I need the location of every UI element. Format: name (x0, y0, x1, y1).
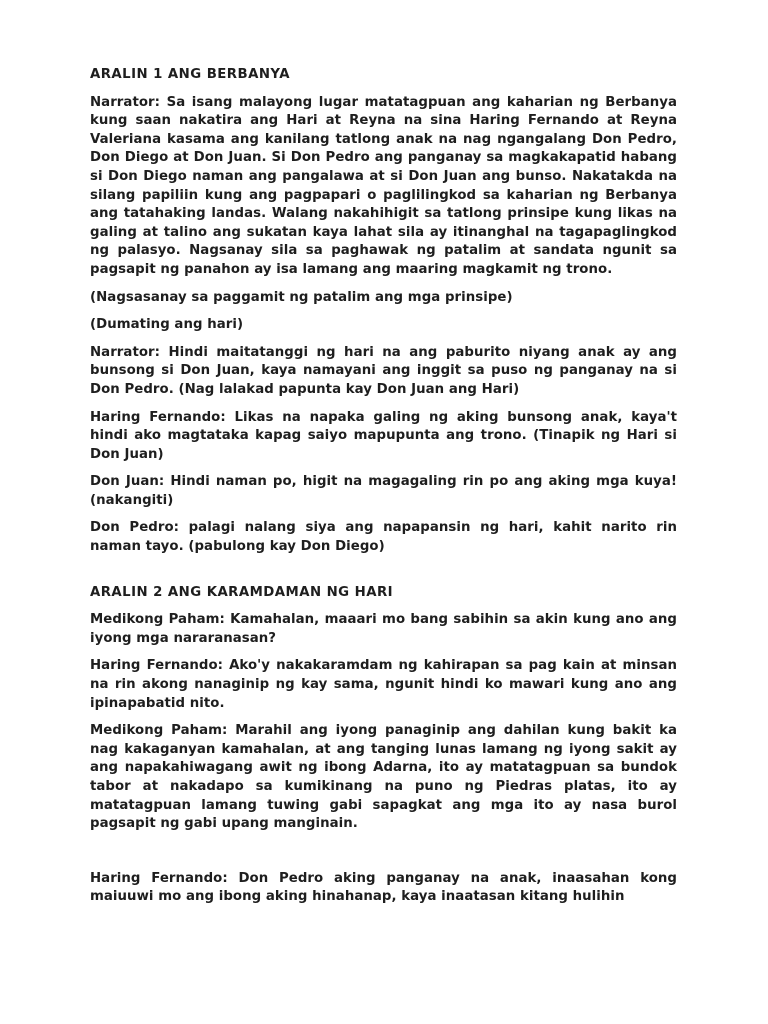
section-heading-aralin-1: ARALIN 1 ANG BERBANYA (90, 67, 290, 82)
paragraph-stage-direction-king-arrives: (Dumating ang hari) (90, 317, 244, 333)
paragraph-haring-fernando-2: Haring Fernando: Ako'y nakakaramdam ng kahirapan sa pag kain at minsan na rin akong nanaginip ng kay sama, ngunit hindi ko mawari kung ano ang ipinapabatid nito. (90, 658, 677, 711)
paragraph-stage-direction-training: (Nagsasanay sa paggamit ng patalim ang mga prinsipe) (90, 289, 513, 305)
paragraph-narrator-favorite: Narrator: Hindi maitatanggi ng hari na ang paburito niyang anak ay ang bunsong si Don Juan, kaya namayani ang inggit sa puso ng panganay na si Don Pedro. (Nag lalakad papunta kay Don Juan ang Hari) (90, 344, 677, 397)
document-page (90, 66, 677, 916)
paragraph-medikong-paham-1: Medikong Paham: Kamahalan, maaari mo bang sabihin sa akin kung ano ang iyong mga nararanasan? (90, 612, 677, 646)
paragraph-haring-fernando-1: Haring Fernando: Likas na napaka galing ng aking bunsong anak, kaya't hindi ako magtataka kapag saiyo mapupunta ang trono. (Tinapik ng Hari si Don Juan) (90, 409, 677, 462)
section-heading-aralin-2: ARALIN 2 ANG KARAMDAMAN NG HARI (90, 584, 394, 600)
paragraph-don-pedro: Don Pedro: palagi nalang siya ang napapansin ng hari, kahit narito rin naman tayo. (pabulong kay Don Diego) (90, 520, 677, 555)
paragraph-don-juan: Don Juan: Hindi naman po, higit na magagaling rin po ang aking mga kuya! (nakangiti) (90, 474, 677, 508)
paragraph-haring-fernando-3: Haring Fernando: Don Pedro aking panganay na anak, inaasahan kong maiuuwi mo ang ibong aking hinahanap, kaya inaatasan kitang hulihin (90, 870, 677, 905)
paragraph-medikong-paham-2: Medikong Paham: Marahil ang iyong panaginip ang dahilan kung bakit ka nag kakaganyan kamahalan, at ang tanging lunas lamang ng iyong sakit ay ang napakahiwagang awit ng ibong Adarna, ito ay matatagpuan sa bundok tabor at nakadapo sa kumikinang na puno ng Piedras platas, ito ay matatagpuan lamang tuwing gabi sapagkat ang mga ito ay nasa burol pagsapit ng gabi upang manginain. (90, 723, 677, 832)
paragraph-narrator-intro: Narrator: Sa isang malayong lugar matatagpuan ang kaharian ng Berbanya kung saan nakatira ang Hari at Reyna na sina Haring Fernando at Reyna Valeriana kasama ang kanilang tatlong anak na nag ngangalang Don Pedro, Don Diego at Don Juan. Si Don Pedro ang panganay sa magkakapatid habang si Don Diego naman ang pangalawa at si Don Juan ang bunso. Nakatakda na silang papiliin kung ang pagpapari o paglilingkod sa kaharian ng Berbanya ang tatahaking landas. Walang nakahihigit sa tatlong prinsipe kung likas na galing at talino ang sukatan kaya lahat sila ay itinanghal na tagapaglingkod ng palasyo. Nagsanay sila sa paghawak ng patalim at sandata ngunit sa pagsapit ng panahon ay isa lamang ang maaring magkamit ng trono. (90, 94, 677, 277)
